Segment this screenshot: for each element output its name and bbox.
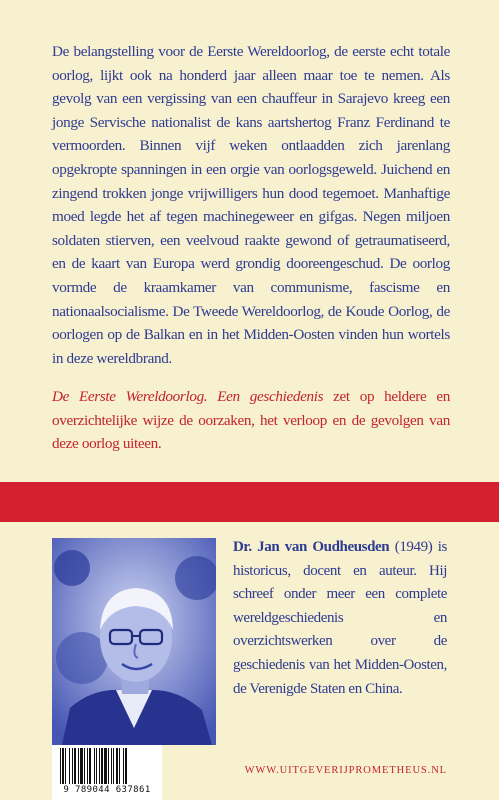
author-bio (233, 536, 447, 701)
barcode-digits: 9 789044 637861 (63, 785, 151, 795)
blurb-text: De belangstelling voor de Eerste Wereldoorlog, de eerste echt totale oorlog, lijkt ook na honderd jaar alleen maar toe te nemen. Als gevolg van een vergissing van een chauffeur in Sarajevo kreeg een jonge Servische nationalist de kans aartshertog Franz Ferdinand te vermoorden. Binnen vijf weken ontlaadden zich jarenlang opgekropte spanningen in een orgie van oorlogsgeweld. Juichend en zingend trokken jonge vrijwilligers hun dood tegemoet. Manhaftige moed legde het af tegen machinegeweer en gifgas. Negen miljoen soldaten stierven, een veelvoud raakte gewond of getraumatiseerd, en de kaart van Europa werd grondig dooreengeschud. De oorlog vormde de kraamkamer van communisme, fascisme en nationaalsocialisme. De Tweede Wereldoorlog, de Koude Oorlog, de oorlogen op de Balkan en in het Midden-Oosten vinden hun wortels in deze wereldbrand. (52, 43, 450, 367)
publisher-website[interactable]: WWW.UITGEVERIJPROMETHEUS.NL (244, 765, 447, 776)
barcode (52, 745, 162, 800)
blurb-closing-text: zet op heldere en overzichtelijke wijze de oorzaken, het verloop en de gevolgen van deze oorlog uiteen. (52, 388, 450, 453)
author-name: Dr. Jan van Oudheusden (233, 539, 390, 555)
book-title: De Eerste Wereldoorlog. Een geschiedenis (52, 388, 324, 405)
blurb-closing (52, 385, 450, 456)
red-band (0, 482, 499, 522)
author-photo (52, 538, 216, 745)
barcode-bars (58, 748, 156, 786)
author-bio-text: (1949) is historicus, docent en auteur. Hij schreef onder meer een complete wereldgeschiedenis en overzichtswerken over de geschiedenis van het Midden-Oosten, de Verenigde Staten en China. (233, 539, 447, 697)
